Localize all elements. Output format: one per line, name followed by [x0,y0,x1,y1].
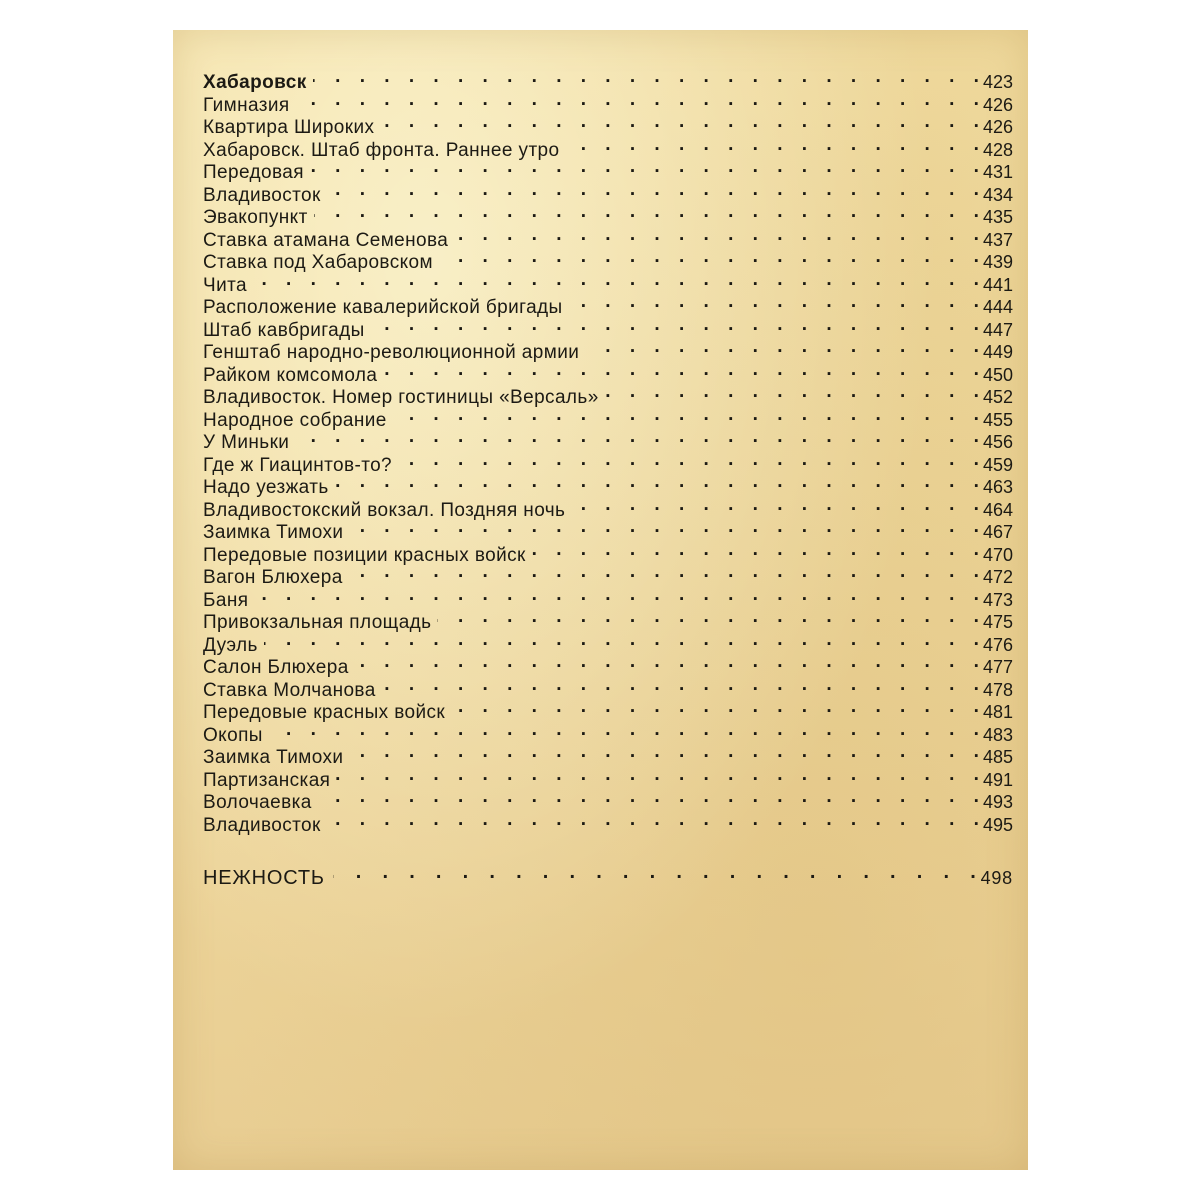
toc-entry [203,89,1013,116]
entry-title: Владивостокский вокзал. Поздняя ночь [203,499,566,521]
entry-title: Чита [203,274,247,296]
dot-leader [380,111,979,133]
entry-page-number: 470 [982,544,1013,565]
book-page [173,30,1028,1170]
entry-title: Передовая [203,162,304,183]
toc-entry [203,741,1013,768]
toc-entry [203,291,1013,318]
entry-title: Народное собрание [203,409,387,431]
entry-page-number: 452 [982,387,1013,407]
entry-title: Расположение кавалерийской бригады [203,297,563,318]
entry-title: Привокзальная площадь [203,612,432,633]
dot-leader [454,224,979,246]
entry-page-number: 449 [982,342,1013,362]
entry-page-number: 481 [982,702,1013,722]
toc-entries [203,66,1013,836]
entry-title: Гимназия [203,94,290,116]
dot-leader [349,741,979,763]
entry-page-number: 441 [982,274,1013,295]
entry-page-number: 473 [982,589,1013,610]
dot-leader [313,66,979,88]
dot-leader [327,809,979,831]
dot-leader [605,381,979,403]
toc-entry [203,179,1013,206]
dot-leader [336,764,979,786]
dot-leader [355,651,979,673]
dot-leader [439,246,979,268]
dot-leader [314,201,979,223]
entry-page-number: 493 [982,792,1013,812]
dot-leader [565,134,978,156]
entry-title: У Миньки [203,432,290,453]
entry-page-number: 467 [982,522,1013,542]
dot-leader [532,539,979,561]
dot-leader [571,494,979,516]
entry-title: Где ж Гиацинтов-то? [203,454,393,476]
entry-page-number: 463 [982,477,1013,497]
entry-page-number: 426 [982,94,1013,115]
entry-title: Владивосток. Номер гостиницы «Версаль» [203,387,599,408]
entry-page-number: 485 [982,747,1013,767]
entry-title: Окопы [203,724,263,746]
entry-page-number: 431 [982,162,1013,182]
dot-leader [295,426,979,448]
entry-title: Надо уезжать [203,477,329,498]
entry-title: Партизанская [203,769,331,791]
toc-entry [203,449,1013,476]
entry-title: Баня [203,589,249,611]
entry-title: Хабаровск. Штаб фронта. Раннее утро [203,139,560,161]
entry-page-number: 447 [982,319,1013,340]
entry-title: Квартира Широких [203,117,375,138]
dot-leader [451,696,979,718]
entry-page-number: 475 [982,612,1013,632]
entry-title: Генштаб народно-революционной армии [203,342,580,363]
entry-title: Волочаевка [203,792,312,813]
entry-page-number: 495 [982,814,1013,835]
entry-page-number: 423 [982,72,1013,92]
dot-leader [585,336,979,358]
toc-entry [203,66,1013,93]
entry-page-number: 435 [982,207,1013,227]
dot-leader [296,89,979,111]
dot-leader [318,786,979,808]
entry-page-number: 459 [982,454,1013,475]
toc-entry [203,111,1013,138]
entry-page-number: 456 [982,432,1013,452]
dot-leader [437,606,979,628]
entry-title: Владивосток [203,814,321,836]
entry-page-number: 455 [982,409,1013,430]
section-page-number: 498 [980,868,1013,888]
entry-title: Заимка Тимохи [203,522,344,543]
dot-leader [569,291,979,313]
entry-title: Дуэль [203,634,258,656]
entry-title: Эвакопункт [203,207,308,228]
entry-page-number: 464 [982,499,1013,520]
dot-leader [335,471,979,493]
entry-title: Штаб кавбригады [203,319,365,341]
entry-page-number: 444 [982,297,1013,317]
entry-title: Владивосток [203,184,321,206]
entry-title: Хабаровск [203,72,307,93]
entry-title: Вагон Блюхера [203,567,343,588]
entry-page-number: 476 [982,634,1013,655]
toc-entry [203,809,1013,836]
entry-page-number: 477 [982,657,1013,677]
entry-title: Заимка Тимохи [203,747,344,768]
entry-title: Ставка Молчанова [203,679,376,701]
entry-page-number: 439 [982,252,1013,272]
dot-leader [327,179,979,201]
entry-page-number: 428 [982,139,1013,160]
toc-section-heading [203,861,1013,891]
entry-page-number: 472 [982,567,1013,587]
entry-page-number: 491 [982,769,1013,790]
entry-page-number: 450 [982,364,1013,385]
table-of-contents [203,66,1013,891]
entry-title: Передовые позиции красных войск [203,544,526,566]
entry-page-number: 483 [982,724,1013,745]
entry-page-number: 426 [982,117,1013,137]
entry-title: Салон Блюхера [203,657,349,678]
toc-entry [203,224,1013,251]
toc-entry [203,606,1013,633]
entry-title: Райком комсомола [203,364,378,386]
toc-entry [203,651,1013,678]
dot-leader [398,449,979,471]
entry-page-number: 437 [982,229,1013,250]
entry-title: Ставка атамана Семенова [203,229,449,251]
dot-leader [254,584,979,606]
entry-page-number: 434 [982,184,1013,205]
dot-leader [382,674,979,696]
entry-title: Передовые красных войск [203,702,446,723]
entry-page-number: 478 [982,679,1013,700]
section-title: НЕЖНОСТЬ [203,867,325,889]
entry-title: Ставка под Хабаровском [203,252,433,273]
dot-leader [333,861,977,884]
